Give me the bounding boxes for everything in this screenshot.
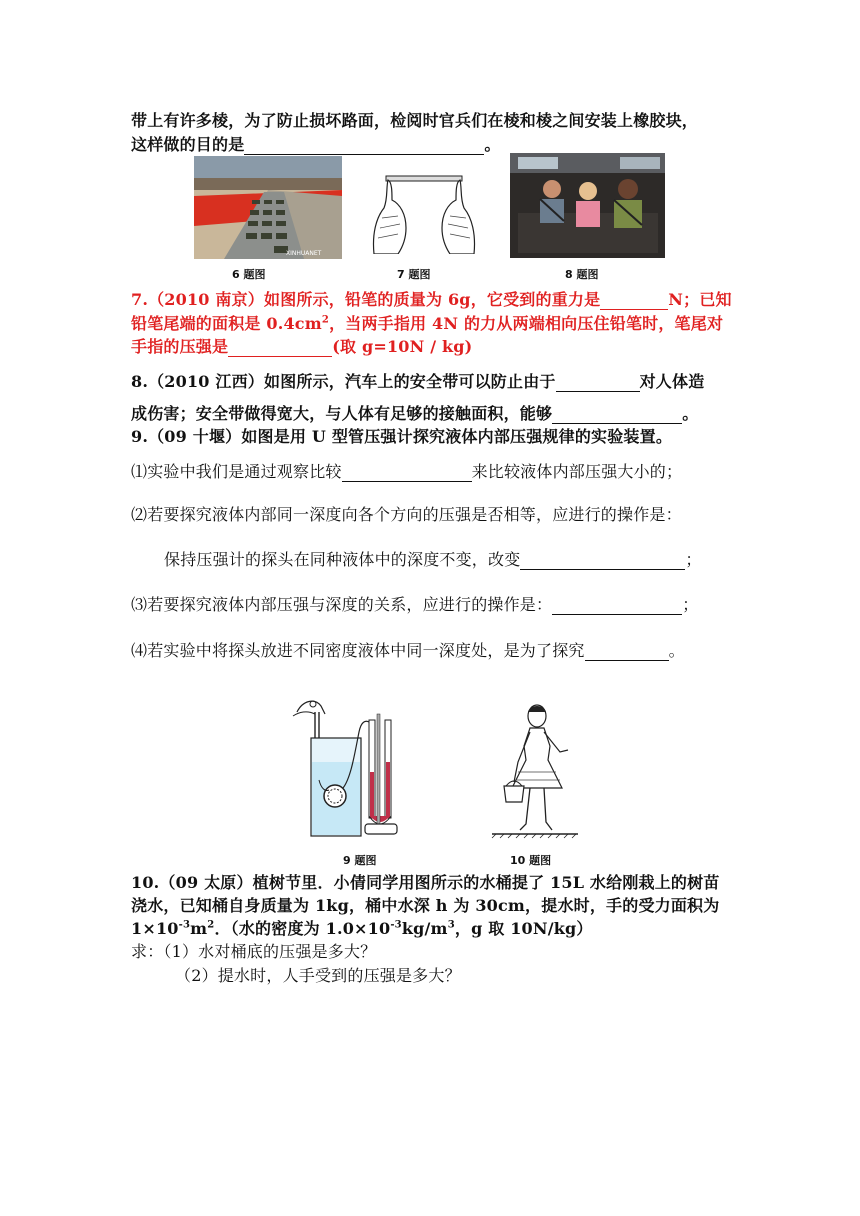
- q8-blank1[interactable]: [556, 375, 640, 392]
- q7-text1b: N；已知: [668, 290, 732, 309]
- q10-l3a: 1×10: [131, 919, 179, 938]
- q9-p1-end: 来比较液体内部压强大小的；: [471, 462, 683, 481]
- q6-answer-blank[interactable]: [244, 138, 484, 155]
- q8-line1: [131, 369, 704, 392]
- q9-p1-blank[interactable]: [342, 465, 472, 482]
- q7-line3: [131, 334, 472, 357]
- fig7-caption: 7 题图: [397, 268, 431, 281]
- q7-text2a: 铅笔尾端的面积是 0.4cm: [131, 314, 322, 333]
- q8-text1: 8.（2010 江西）如图所示，汽车上的安全带可以防止由于: [131, 372, 556, 391]
- fig6-watermark: XINHUANET: [286, 250, 322, 257]
- q10-sup1: -3: [178, 919, 191, 931]
- q10-sup2: 2: [207, 919, 215, 931]
- q9-intro: 9.（09 十堰）如图是用 U 型管压强计探究液体内部压强规律的实验装置。: [131, 427, 673, 446]
- fig10-caption: 10 题图: [510, 854, 552, 867]
- q10-line1: 10.（09 太原）植树节里．小倩同学用图所示的水桶提了 15L 水给刚栽上的树苗: [131, 873, 720, 892]
- q10-line2: 浇水，已知桶自身质量为 1kg，桶中水深 h 为 30cm，提水时，手的受力面积为: [131, 896, 720, 915]
- q10-l3e: ，g 取 10N/kg）: [454, 919, 593, 938]
- fig9-caption: 9 题图: [343, 854, 377, 867]
- q7-gravity-blank[interactable]: [600, 293, 668, 310]
- q8-line2: [131, 401, 698, 424]
- q9-p2b-end: ；: [685, 550, 702, 569]
- fig8-car-seat-photo: [510, 153, 665, 258]
- q6-line2: [131, 132, 501, 155]
- fig6-parade-photo: [194, 156, 342, 259]
- q10-sup3: -3: [390, 919, 402, 931]
- q10-ask2: （2）提水时，人手受到的压强是多大？: [175, 966, 461, 985]
- q9-p3-text: ⑶若要探究液体内部压强与深度的关系，应进行的操作是：: [131, 595, 553, 614]
- q7-sup: 2: [321, 314, 330, 326]
- q9-part2b: [164, 547, 702, 570]
- q8-text2b: 。: [682, 404, 699, 423]
- q7-text3a: 手指的压强是: [131, 337, 229, 356]
- q7-text3b: (取 g=10N / kg): [332, 337, 473, 356]
- fig7-pencil-hands-drawing: [368, 174, 480, 254]
- q7-line1: [131, 287, 732, 310]
- q9-p2b-text: 保持压强计的探头在同种液体中的深度不变，改变: [164, 550, 521, 569]
- q9-p4-text: ⑷若实验中将探头放进不同密度液体中同一深度处，是为了探究: [131, 641, 585, 660]
- q7-text1: 7.（2010 南京）如图所示，铅笔的质量为 6g，它受到的重力是: [131, 290, 601, 309]
- q10-ask1: 求：（1）水对桶底的压强是多大？: [131, 942, 377, 961]
- fig10-girl-bucket-drawing: [490, 702, 580, 840]
- q9-p3-blank[interactable]: [552, 598, 682, 615]
- q9-part1: [131, 459, 682, 482]
- q7-text2b: ，当两手指用 4N 的力从两端相向压住铅笔时，笔尾对: [329, 314, 724, 333]
- q9-p4-end: 。: [668, 641, 685, 660]
- q9-p4-blank[interactable]: [585, 644, 669, 661]
- q9-part4: [131, 638, 685, 661]
- q10-l3d: kg/m: [401, 919, 448, 938]
- q9-part2: ⑵若要探究液体内部同一深度向各个方向的压强是否相等，应进行的操作是：: [131, 505, 682, 524]
- fig8-caption: 8 题图: [565, 268, 599, 281]
- fig9-manometer-diagram: [285, 692, 410, 840]
- q10-l3c: ．（水的密度为 1.0×10: [214, 919, 391, 938]
- q9-part3: [131, 592, 698, 615]
- fig6-caption: 6 题图: [232, 268, 266, 281]
- q9-p2-blank[interactable]: [520, 553, 685, 570]
- q10-line3: [131, 916, 593, 939]
- q7-line2: [131, 311, 723, 334]
- q8-text2: 成伤害；安全带做得宽大，与人体有足够的接触面积，能够: [131, 404, 553, 423]
- q8-blank2[interactable]: [552, 407, 682, 424]
- q9-p1-text: ⑴实验中我们是通过观察比较: [131, 462, 342, 481]
- q10-sup4: 3: [447, 919, 455, 931]
- q10-l3b: m: [190, 919, 208, 938]
- q6-text: 这样做的目的是: [131, 135, 245, 154]
- q7-pressure-blank[interactable]: [228, 340, 332, 357]
- q6-end: 。: [484, 135, 501, 154]
- q8-text1b: 对人体造: [639, 372, 705, 391]
- q6-line1: 带上有许多棱，为了防止损坏路面，检阅时官兵们在棱和棱之间安装上橡胶块，: [131, 111, 699, 130]
- q9-p3-end: ；: [682, 595, 699, 614]
